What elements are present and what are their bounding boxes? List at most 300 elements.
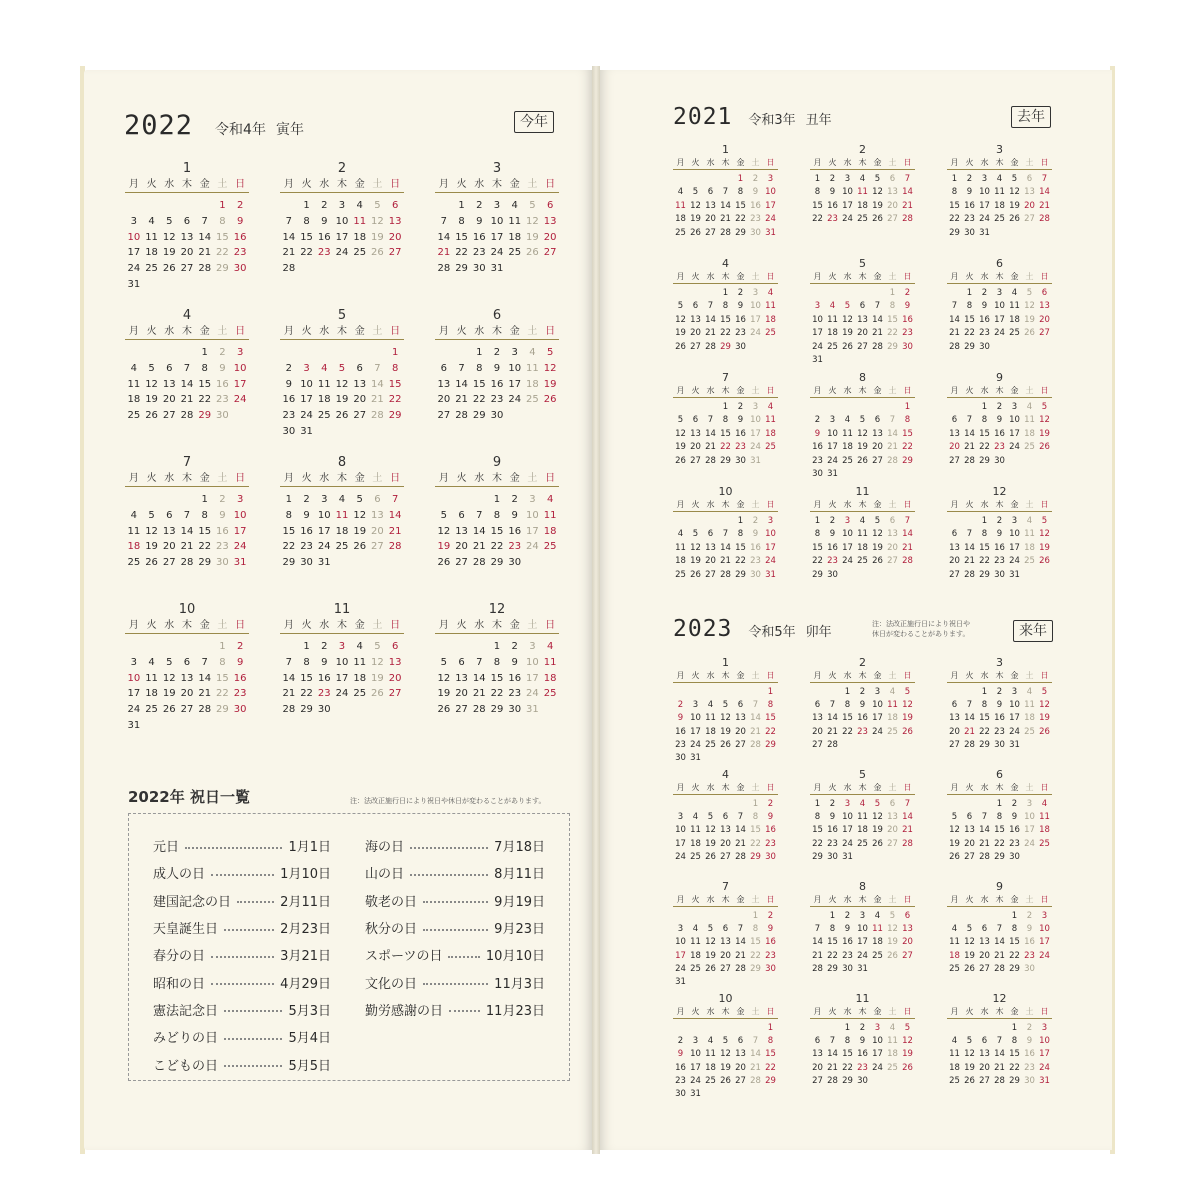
day-blank — [703, 515, 718, 528]
day-cell: 10 — [1024, 812, 1035, 823]
leader-dots — [410, 874, 488, 876]
weekday-label: 金 — [354, 473, 365, 484]
day-cell: 25 — [317, 410, 331, 422]
day-cell: 4 — [844, 415, 851, 426]
day-cell: 21 — [282, 247, 296, 259]
day-cell: 11 — [353, 215, 367, 227]
day-cell: 15 — [300, 231, 313, 243]
day-cell: 9 — [236, 656, 244, 668]
day-cell: 29 — [735, 227, 746, 238]
day-cell: 31 — [812, 355, 823, 366]
day-cell: 26 — [872, 214, 883, 225]
weekday-label: 日 — [766, 1007, 775, 1016]
day-cell: 10 — [812, 314, 823, 325]
day-cell: 27 — [735, 1075, 746, 1086]
day-cell: 21 — [705, 442, 716, 453]
day-cell: 28 — [979, 851, 990, 862]
day-cell: 14 — [902, 529, 913, 540]
day-cell: 7 — [201, 656, 208, 668]
day-cell: 15 — [472, 378, 486, 390]
day-cell: 25 — [887, 1062, 898, 1073]
day-cell: 29 — [720, 341, 731, 352]
day-cell: 17 — [750, 314, 761, 325]
day-cell: 21 — [720, 556, 731, 567]
day-cell: 8 — [303, 215, 310, 227]
day-cell: 19 — [675, 328, 686, 339]
month-title: 4 — [722, 257, 729, 270]
day-cell: 12 — [371, 215, 384, 227]
day-cell: 7 — [996, 1036, 1003, 1047]
month-title: 7 — [722, 371, 729, 384]
day-blank — [673, 401, 688, 414]
weekday-header — [673, 271, 778, 284]
day-cell: 5 — [1011, 174, 1018, 184]
day-cell: 4 — [1041, 799, 1048, 809]
day-cell: 23 — [282, 410, 296, 422]
day-cell: 13 — [857, 314, 868, 325]
day-cell: 16 — [842, 937, 853, 948]
day-cell: 4 — [546, 494, 554, 505]
day-cell: 7 — [1041, 174, 1048, 184]
day-blank — [840, 401, 855, 414]
day-cell: 15 — [979, 428, 990, 439]
day-cell: 17 — [526, 525, 539, 537]
day-cell: 3 — [767, 174, 774, 184]
day-cell: 28 — [902, 838, 913, 849]
weekday-label: 月 — [676, 895, 685, 904]
weekday-label: 木 — [858, 783, 867, 792]
day-cell: 6 — [692, 415, 699, 426]
weekday-label: 水 — [843, 671, 852, 680]
weekday-label: 木 — [721, 158, 730, 167]
day-cell: 1 — [951, 174, 958, 184]
day-cell: 6 — [391, 200, 399, 211]
day-blank — [962, 1022, 977, 1035]
day-cell: 3 — [1041, 911, 1048, 921]
day-cell: 22 — [902, 442, 913, 453]
day-cell: 8 — [391, 362, 399, 374]
day-cell: 24 — [1009, 726, 1020, 737]
day-cell: 10 — [127, 231, 141, 243]
day-cell: 17 — [1039, 937, 1050, 948]
day-cell: 28 — [198, 263, 212, 275]
month-year_2023-3 — [947, 655, 1052, 752]
weekday-label: 月 — [813, 1007, 822, 1016]
day-blank — [947, 798, 962, 811]
day-cell: 10 — [1039, 924, 1050, 935]
day-cell: 23 — [1009, 838, 1020, 849]
day-cell: 4 — [1011, 288, 1018, 298]
day-blank — [143, 345, 161, 361]
day-cell: 22 — [812, 214, 823, 225]
day-cell: 10 — [233, 509, 247, 521]
day-cell: 7 — [829, 1036, 836, 1047]
day-cell: 31 — [765, 569, 776, 580]
day-blank — [369, 345, 387, 361]
weekday-label: 土 — [1025, 500, 1034, 509]
weekday-label: 月 — [438, 179, 449, 190]
day-cell: 22 — [388, 394, 402, 406]
day-cell: 6 — [546, 200, 554, 211]
weekday-header — [435, 325, 559, 340]
day-cell: 29 — [388, 410, 402, 422]
day-cell: 4 — [546, 641, 554, 652]
day-cell: 5 — [677, 415, 684, 426]
day-cell: 18 — [857, 200, 868, 211]
weekday-label: 火 — [691, 158, 700, 167]
day-cell: 17 — [842, 200, 853, 211]
day-cell: 2 — [476, 200, 483, 211]
day-cell: 5 — [966, 1036, 973, 1047]
weekday-label: 木 — [491, 326, 502, 337]
weekday-label: 土 — [751, 272, 760, 281]
day-cell: 2 — [829, 174, 836, 184]
weekday-header — [673, 157, 778, 170]
day-cell: 26 — [872, 838, 883, 849]
day-cell: 29 — [979, 739, 990, 750]
weekday-label: 金 — [509, 179, 520, 190]
day-cell: 3 — [874, 1023, 881, 1033]
month-year_2021-3 — [947, 142, 1052, 240]
day-cell: 25 — [887, 726, 898, 737]
day-cell: 4 — [148, 656, 155, 668]
day-cell: 16 — [765, 937, 776, 948]
day-cell: 14 — [750, 1049, 761, 1060]
day-blank — [280, 345, 298, 361]
day-cell: 8 — [767, 700, 774, 711]
day-cell: 18 — [705, 726, 716, 737]
day-cell: 25 — [949, 1075, 960, 1086]
day-cell: 24 — [526, 688, 539, 700]
day-cell: 5 — [874, 516, 881, 526]
day-cell: 30 — [842, 963, 853, 974]
day-blank — [733, 910, 748, 923]
day-cell: 17 — [233, 378, 247, 390]
day-cell: 2 — [737, 288, 744, 298]
day-cell: 18 — [1024, 428, 1035, 439]
day-cell: 13 — [543, 215, 557, 227]
day-cell: 25 — [543, 688, 557, 700]
day-cell: 9 — [737, 301, 744, 312]
day-cell: 15 — [720, 314, 731, 325]
weekday-label: 金 — [1010, 500, 1019, 509]
day-cell: 13 — [872, 428, 883, 439]
day-cell: 28 — [750, 1075, 761, 1086]
day-blank — [125, 345, 143, 361]
day-cell: 21 — [455, 394, 468, 406]
day-cell: 19 — [353, 525, 367, 537]
weekday-label: 火 — [456, 326, 467, 337]
day-cell: 26 — [690, 569, 701, 580]
day-cell: 9 — [996, 415, 1003, 426]
day-cell: 19 — [705, 950, 716, 961]
day-cell: 25 — [827, 341, 838, 352]
day-cell: 23 — [472, 247, 486, 259]
day-cell: 28 — [872, 341, 883, 352]
weekday-label: 土 — [527, 473, 538, 484]
day-cell: 5 — [951, 812, 958, 823]
day-cell: 5 — [692, 187, 699, 198]
day-cell: 8 — [1011, 1036, 1018, 1047]
day-blank — [673, 798, 688, 811]
weekday-label: 土 — [888, 158, 897, 167]
day-cell: 9 — [752, 187, 759, 198]
day-grid — [673, 686, 778, 765]
day-cell: 14 — [705, 428, 716, 439]
day-cell: 11 — [765, 415, 776, 426]
weekday-label: 火 — [691, 386, 700, 395]
day-cell: 27 — [979, 1075, 990, 1086]
day-grid — [810, 686, 915, 752]
day-cell: 7 — [476, 656, 483, 668]
day-cell: 7 — [722, 529, 729, 540]
day-blank — [196, 198, 214, 214]
day-cell: 25 — [842, 455, 853, 466]
day-cell: 21 — [388, 525, 402, 537]
day-cell: 16 — [282, 394, 296, 406]
holiday-date: 5月4日 — [288, 1031, 331, 1047]
holiday-row — [153, 832, 331, 859]
day-cell: 22 — [455, 247, 468, 259]
weekday-label: 水 — [980, 671, 989, 680]
day-cell: 26 — [857, 455, 868, 466]
weekday-label: 水 — [706, 895, 715, 904]
weekday-label: 日 — [545, 326, 556, 337]
weekday-label: 日 — [545, 620, 556, 631]
day-cell: 25 — [1024, 556, 1035, 567]
day-cell: 7 — [707, 301, 714, 312]
year-2023-header — [673, 616, 832, 642]
day-cell: 21 — [735, 838, 746, 849]
day-cell: 4 — [829, 301, 836, 312]
day-cell: 8 — [476, 362, 483, 374]
weekday-label: 月 — [950, 895, 959, 904]
day-cell: 10 — [127, 672, 141, 684]
day-cell: 16 — [317, 231, 331, 243]
month-title: 9 — [996, 880, 1003, 893]
day-cell: 25 — [1024, 442, 1035, 453]
day-blank — [703, 401, 718, 414]
day-cell: 30 — [508, 557, 522, 569]
day-cell: 26 — [842, 341, 853, 352]
day-cell: 4 — [130, 362, 138, 374]
weekday-label: 火 — [691, 895, 700, 904]
day-cell: 16 — [233, 672, 247, 684]
weekday-label: 火 — [828, 895, 837, 904]
day-cell: 10 — [1009, 415, 1020, 426]
day-cell: 28 — [720, 227, 731, 238]
day-cell: 28 — [994, 1075, 1005, 1086]
day-cell: 7 — [904, 174, 911, 184]
day-cell: 15 — [994, 825, 1005, 836]
day-cell: 4 — [859, 516, 866, 526]
weekday-label: 土 — [372, 620, 383, 631]
day-cell: 1 — [981, 687, 988, 697]
day-cell: 16 — [765, 825, 776, 836]
year-2022-zodiac: 寅年 — [275, 122, 304, 138]
weekday-label: 金 — [873, 500, 882, 509]
day-cell: 9 — [1026, 924, 1033, 935]
month-title: 1 — [182, 161, 192, 176]
day-cell: 24 — [335, 247, 349, 259]
day-cell: 15 — [812, 825, 823, 836]
day-cell: 27 — [180, 704, 194, 716]
year-2023-note — [872, 619, 970, 639]
day-cell: 1 — [303, 641, 310, 652]
day-cell: 13 — [180, 231, 194, 243]
weekday-header — [947, 670, 1052, 683]
day-cell: 20 — [949, 556, 960, 567]
holiday-date: 11月23日 — [485, 1003, 545, 1019]
month-title: 11 — [333, 602, 351, 617]
day-cell: 14 — [735, 825, 746, 836]
day-cell: 14 — [750, 713, 761, 724]
day-cell: 29 — [455, 263, 468, 275]
day-cell: 20 — [857, 328, 868, 339]
day-cell: 21 — [902, 200, 913, 211]
day-cell: 27 — [1024, 214, 1035, 225]
weekday-label: 火 — [691, 783, 700, 792]
day-cell: 10 — [765, 187, 776, 198]
day-cell: 1 — [844, 687, 851, 697]
day-cell: 4 — [677, 529, 684, 540]
day-blank — [947, 1022, 962, 1035]
day-cell: 11 — [145, 672, 158, 684]
day-cell: 15 — [282, 525, 296, 537]
day-cell: 17 — [1009, 713, 1020, 724]
leader-dots — [410, 847, 488, 849]
holiday-name: 成人の日 — [153, 867, 206, 883]
weekday-label: 金 — [199, 326, 210, 337]
holiday-date: 2月23日 — [280, 922, 331, 938]
day-cell: 11 — [857, 187, 868, 198]
weekday-label: 月 — [676, 671, 685, 680]
day-cell: 24 — [842, 214, 853, 225]
day-cell: 24 — [1039, 950, 1050, 961]
day-cell: 13 — [353, 378, 367, 390]
day-cell: 6 — [737, 700, 744, 711]
day-cell: 1 — [752, 799, 759, 809]
day-cell: 8 — [981, 700, 988, 711]
weekday-label: 金 — [1010, 671, 1019, 680]
day-cell: 19 — [371, 231, 384, 243]
day-cell: 14 — [827, 713, 838, 724]
day-cell: 11 — [705, 1049, 716, 1060]
weekday-label: 月 — [813, 500, 822, 509]
day-cell: 22 — [842, 726, 853, 737]
day-cell: 31 — [842, 851, 853, 862]
day-cell: 8 — [722, 415, 729, 426]
day-cell: 24 — [1009, 442, 1020, 453]
weekday-label: 月 — [950, 671, 959, 680]
day-cell: 18 — [1024, 713, 1035, 724]
day-cell: 18 — [543, 672, 557, 684]
day-grid — [810, 1022, 915, 1088]
day-blank — [125, 639, 143, 655]
weekday-label: 火 — [965, 783, 974, 792]
weekday-label: 土 — [1025, 158, 1034, 167]
weekday-label: 水 — [843, 895, 852, 904]
day-cell: 16 — [994, 542, 1005, 553]
day-cell: 6 — [951, 700, 958, 711]
day-cell: 24 — [857, 950, 868, 961]
day-cell: 12 — [1009, 187, 1020, 198]
day-grid — [947, 798, 1052, 864]
month-title: 4 — [722, 768, 729, 781]
day-cell: 3 — [529, 494, 536, 505]
day-cell: 15 — [1009, 937, 1020, 948]
day-blank — [688, 515, 703, 528]
weekday-label: 水 — [474, 620, 485, 631]
weekday-label: 火 — [146, 179, 157, 190]
day-blank — [143, 492, 161, 508]
day-cell: 1 — [285, 494, 293, 505]
day-cell: 29 — [282, 557, 296, 569]
weekday-label: 日 — [545, 473, 556, 484]
day-cell: 20 — [388, 672, 402, 684]
day-cell: 16 — [994, 428, 1005, 439]
day-cell: 19 — [872, 542, 883, 553]
day-cell: 29 — [765, 1075, 776, 1086]
day-cell: 10 — [857, 924, 868, 935]
day-cell: 21 — [812, 950, 823, 961]
day-cell: 27 — [388, 688, 402, 700]
day-cell: 29 — [949, 227, 960, 238]
day-blank — [435, 492, 453, 508]
weekday-label: 金 — [199, 620, 210, 631]
day-grid — [810, 515, 915, 582]
day-cell: 20 — [887, 825, 898, 836]
day-cell: 21 — [964, 726, 975, 737]
day-cell: 5 — [722, 1036, 729, 1047]
day-grid — [947, 1022, 1052, 1088]
month-title: 2 — [859, 143, 866, 156]
day-cell: 27 — [720, 851, 731, 862]
day-cell: 14 — [388, 509, 402, 521]
day-cell: 13 — [705, 200, 716, 211]
day-cell: 22 — [1009, 1062, 1020, 1073]
weekday-label: 木 — [181, 620, 192, 631]
day-cell: 20 — [180, 247, 194, 259]
day-cell: 25 — [145, 263, 158, 275]
day-cell: 13 — [887, 529, 898, 540]
day-cell: 17 — [1039, 1049, 1050, 1060]
weekday-header — [280, 619, 404, 634]
day-cell: 4 — [951, 1036, 958, 1047]
month-title: 8 — [337, 455, 347, 470]
day-cell: 7 — [966, 700, 973, 711]
day-cell: 16 — [857, 1049, 868, 1060]
weekday-label: 日 — [903, 386, 912, 395]
day-cell: 25 — [353, 247, 367, 259]
weekday-label: 金 — [736, 272, 745, 281]
day-cell: 26 — [371, 688, 384, 700]
month-year_2023-6 — [947, 767, 1052, 864]
weekday-label: 月 — [813, 386, 822, 395]
weekday-label: 水 — [164, 620, 175, 631]
weekday-label: 月 — [128, 326, 139, 337]
day-blank — [718, 686, 733, 699]
day-cell: 29 — [765, 739, 776, 750]
day-cell: 27 — [964, 851, 975, 862]
day-cell: 20 — [964, 838, 975, 849]
day-blank — [703, 1022, 718, 1035]
day-cell: 9 — [236, 215, 244, 227]
day-cell: 13 — [812, 1049, 823, 1060]
day-cell: 5 — [166, 215, 173, 227]
day-cell: 4 — [338, 494, 346, 505]
day-cell: 15 — [720, 428, 731, 439]
